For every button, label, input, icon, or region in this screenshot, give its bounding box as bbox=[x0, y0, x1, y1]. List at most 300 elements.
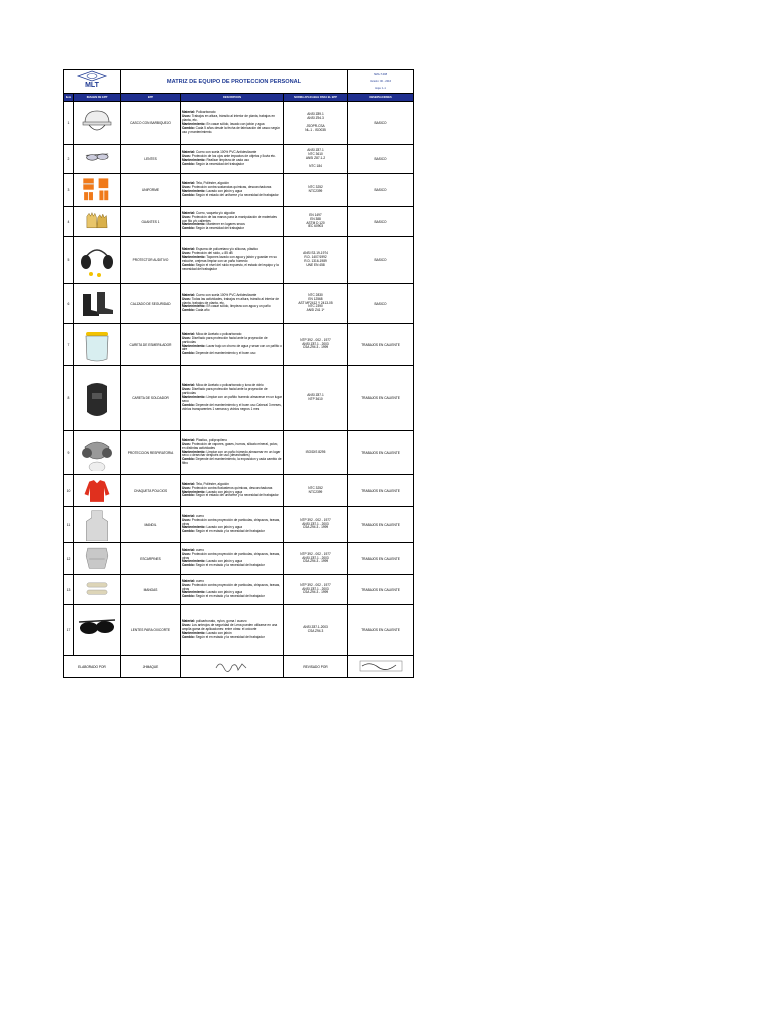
table-row bbox=[64, 543, 414, 575]
description-line-cambio bbox=[182, 595, 282, 599]
epp-description bbox=[181, 507, 284, 543]
description-text: Según el estado del uniforme y la necesidad del trabajador bbox=[195, 493, 279, 498]
item-number: 12 bbox=[64, 543, 74, 575]
signature-row bbox=[64, 656, 414, 678]
epp-description bbox=[181, 605, 284, 656]
epp-image bbox=[74, 475, 121, 507]
description-label: Usos: bbox=[182, 582, 191, 587]
epp-description bbox=[181, 543, 284, 575]
description-line-cambio bbox=[182, 127, 282, 135]
epp-norma bbox=[284, 543, 348, 575]
description-text: Protección contra sustancias químicas, desconchaduras bbox=[191, 185, 272, 190]
description-text: Mantener en lugares secos bbox=[206, 222, 245, 227]
description-text: cuero bbox=[196, 547, 204, 552]
epp-observation: BASICO bbox=[348, 237, 414, 284]
table-row bbox=[64, 174, 414, 207]
table-row bbox=[64, 366, 414, 431]
table-row bbox=[64, 575, 414, 605]
uniform-icon bbox=[77, 176, 117, 205]
description-text: Policarbonato bbox=[196, 110, 216, 115]
epp-image bbox=[74, 605, 121, 656]
document-page: Hoja: 1-1 bbox=[375, 87, 386, 90]
epp-observation: TRABAJOS EN CALIENTE bbox=[348, 507, 414, 543]
norma-line: R.D. 1407/1992 bbox=[304, 255, 327, 260]
col-item: Item bbox=[64, 94, 74, 102]
prepared-by-name: JHMAQUE bbox=[121, 656, 181, 678]
description-text: Según el nivel del ruido expuesto, el estado del equipo y la necesidad del trabajador bbox=[182, 262, 279, 271]
epp-name: UNIFORME bbox=[121, 174, 181, 207]
prepared-by-label: ELABORADO POR bbox=[64, 656, 121, 678]
description-text: Protección del ruido, ≥ 85 dB bbox=[191, 251, 233, 256]
description-label: Mantenimiento: bbox=[182, 489, 206, 494]
description-label: Usos: bbox=[182, 154, 191, 159]
description-label: Mantenimiento: bbox=[182, 449, 206, 454]
document-code: SMA-T-008 bbox=[373, 73, 388, 76]
description-text: Depende del mantenimiento y el buen uso Cabezal 3 meses, vidrios transparentes 1 semana y vidrios negros 1 mes bbox=[182, 402, 282, 411]
epp-observation: TRABAJOS EN CALIENTE bbox=[348, 543, 414, 575]
glasses-icon bbox=[77, 147, 117, 172]
epp-image bbox=[74, 575, 121, 605]
norma-line: AST MF2412 Y 2413-05 bbox=[298, 300, 333, 305]
norma-line: CSA Z94.3 - 1999 bbox=[302, 345, 329, 350]
description-label: Usos: bbox=[182, 623, 191, 628]
epp-name: MANGAS bbox=[121, 575, 181, 605]
handwritten-signature-icon bbox=[212, 658, 252, 674]
norma-line: NTP 392 - 002 - 1977 bbox=[300, 337, 331, 342]
description-text: Según la necesidad del trabajador bbox=[195, 226, 245, 231]
norma-line: NTP 392 - 002 - 1977 bbox=[300, 582, 331, 587]
description-text: Todas las actividades, trabajos en altura, tránsito al interior de planta, trabajos de planta, etc. bbox=[182, 296, 280, 305]
description-label: Mantenimiento: bbox=[182, 222, 206, 227]
item-number: 7 bbox=[64, 324, 74, 366]
document-version: Versión: 00 - 2016 bbox=[369, 80, 392, 83]
epp-observation: TRABAJOS EN CALIENTE bbox=[348, 324, 414, 366]
table-row bbox=[64, 431, 414, 475]
norma-line: R.D. 1316-1989 bbox=[304, 259, 327, 263]
description-text: Protección de los ojos ante impactos de objetos y lluvia etc. bbox=[191, 154, 276, 159]
epp-norma bbox=[284, 507, 348, 543]
description-label: Material: bbox=[182, 292, 196, 297]
mlt-logo-icon bbox=[70, 70, 114, 88]
description-line-cambio bbox=[182, 494, 282, 498]
description-label: Mantenimiento: bbox=[182, 630, 206, 635]
description-text: Mica de Acetato o policarbonato bbox=[196, 331, 242, 336]
norma-line: ANSI S3.19-1974 bbox=[303, 251, 328, 256]
description-text: Cuero, vaqueta y/o algodón bbox=[196, 210, 236, 215]
description-line-cambio bbox=[182, 458, 282, 466]
description-label: Usos: bbox=[182, 335, 191, 340]
description-text: Protección contra proyección de partículas, chispazos, brasas, otros bbox=[182, 551, 281, 560]
table-row bbox=[64, 605, 414, 656]
norma-line: NTC 184 bbox=[309, 163, 322, 168]
epp-norma bbox=[284, 605, 348, 656]
norma-line: UNE EN 458 bbox=[306, 262, 325, 267]
description-label: Usos: bbox=[182, 296, 191, 301]
description-label: Cambio: bbox=[182, 262, 195, 267]
description-text: Los anteojos de seguridad de Lena pueden utilizarse en una amplia gama de aplicaciones: entre otras: el oxicorte bbox=[182, 623, 278, 632]
description-label: Mantenimiento: bbox=[182, 122, 206, 126]
description-text: Trabajos en altura, tránsito al interior de planta, trabajos en planta, etc. bbox=[182, 114, 276, 123]
description-text: Según la necesidad del trabajador bbox=[195, 161, 245, 166]
description-label: Usos: bbox=[182, 551, 191, 556]
table-row bbox=[64, 324, 414, 366]
description-label: Material: bbox=[182, 619, 196, 624]
epp-name: CARETA DE SOLDADOR bbox=[121, 366, 181, 431]
helmet-icon bbox=[77, 105, 117, 141]
norma-line: ANSI Z94.3 bbox=[307, 116, 324, 121]
epp-description bbox=[181, 102, 284, 145]
norma-line: EN 1497 bbox=[309, 212, 322, 217]
description-line-cambio bbox=[182, 352, 282, 356]
description-label: Material: bbox=[182, 110, 196, 115]
epp-name: LENTES PARA OXICORTE bbox=[121, 605, 181, 656]
description-text: Espuma de poliuretano y/o silicona, plástico bbox=[196, 247, 259, 252]
description-text: policarbonato, nylon, goma / cuarzo bbox=[196, 619, 247, 624]
description-label: Mantenimiento: bbox=[182, 590, 206, 595]
description-label: Material: bbox=[182, 331, 196, 336]
epp-norma bbox=[284, 102, 348, 145]
description-text: Diseñado para protección facial ante la proyección de partículas bbox=[182, 335, 268, 344]
epp-name: GUANTES 1 bbox=[121, 207, 181, 237]
company-logo bbox=[64, 70, 121, 94]
item-number: 3 bbox=[64, 174, 74, 207]
norma-line: NTC2399 bbox=[308, 189, 323, 193]
col-epp: EPP bbox=[121, 94, 181, 102]
item-number: 17 bbox=[64, 605, 74, 656]
epp-description bbox=[181, 366, 284, 431]
table-row bbox=[64, 475, 414, 507]
epp-description bbox=[181, 174, 284, 207]
norma-line: ANSI Z87.1 bbox=[307, 148, 324, 153]
item-number: 9 bbox=[64, 431, 74, 475]
description-label: Cambio: bbox=[182, 594, 195, 599]
description-text: Plastico, polipropileno bbox=[196, 437, 228, 442]
epp-norma bbox=[284, 366, 348, 431]
description-text: Limpiar con un pañito humedo almacenar en un lugar seco bbox=[182, 395, 282, 403]
epp-image bbox=[74, 431, 121, 475]
norma-line: EN 388 bbox=[310, 216, 321, 221]
col-image: IMAGEN DE EPP bbox=[74, 94, 121, 102]
table-row bbox=[64, 237, 414, 284]
prepared-signature bbox=[181, 656, 284, 678]
description-label: Cambio: bbox=[182, 226, 195, 231]
epp-norma bbox=[284, 207, 348, 237]
description-text: Depende del mantenimiento, la exposicion y cada cambio de filtro bbox=[182, 457, 282, 466]
epp-image bbox=[74, 174, 121, 207]
norma-line: ANSI Z87.1-2 bbox=[305, 156, 326, 161]
epp-norma bbox=[284, 475, 348, 507]
epp-name: CALZADO DE SEGURIDAD bbox=[121, 284, 181, 324]
epp-description bbox=[181, 575, 284, 605]
col-description: DESCRIPCION bbox=[181, 94, 284, 102]
table-row bbox=[64, 284, 414, 324]
table-row bbox=[64, 145, 414, 174]
description-text: Realizar limpieza de cada uso bbox=[206, 158, 249, 162]
norma-line: ANSI Z87.1 - 2003 bbox=[302, 586, 329, 591]
description-text: Cada año bbox=[195, 308, 210, 313]
norma-line: IEC 60903 bbox=[307, 224, 324, 229]
description-label: Material: bbox=[182, 578, 196, 583]
jacket-icon bbox=[77, 477, 117, 505]
description-text: Lavado con jabón y agua bbox=[206, 189, 243, 193]
description-text: Tapones lavado con agua y jabón y guardar en su estuche, orejeras limpiar con un paño húmedo bbox=[182, 255, 277, 263]
epp-name: PROTECCION RESPIRATORIA bbox=[121, 431, 181, 475]
reviewed-stamp bbox=[348, 656, 414, 678]
description-line-cambio bbox=[182, 163, 282, 167]
norma-line: ANSI Z87.1 - 2003 bbox=[302, 521, 329, 526]
epp-image bbox=[74, 207, 121, 237]
epp-name: CARETA DE ESMERILADOR bbox=[121, 324, 181, 366]
epp-name: PROTECTOR AUDITIVO bbox=[121, 237, 181, 284]
description-text: Protección contra proyección de partículas, chispazos, brasas, otros bbox=[182, 517, 281, 526]
description-label: Usos: bbox=[182, 185, 191, 190]
description-text: Cuero con suela 100% PVC Antideslizante bbox=[196, 150, 257, 155]
description-label: Mantenimiento: bbox=[182, 255, 206, 260]
description-text: Limpiar con un paño húmedo almacenar en un lugar seco o desechar después de uso (desechables) bbox=[182, 449, 281, 458]
norma-line: ANSI Z87.1 bbox=[307, 393, 324, 398]
item-number: 6 bbox=[64, 284, 74, 324]
item-number: 1 bbox=[64, 102, 74, 145]
description-text: cuero bbox=[196, 513, 204, 518]
description-line-cambio bbox=[182, 530, 282, 534]
ppe-matrix-table bbox=[63, 69, 414, 678]
description-label: Cambio: bbox=[182, 351, 195, 356]
earmuff-icon bbox=[77, 242, 117, 278]
epp-norma bbox=[284, 324, 348, 366]
description-label: Cambio: bbox=[182, 402, 195, 407]
description-text: En casar sólido, limpieza con agua y un paño bbox=[206, 304, 271, 309]
logo-text: MLT bbox=[85, 82, 99, 88]
description-label: Cambio: bbox=[182, 634, 195, 639]
epp-image bbox=[74, 145, 121, 174]
epp-observation: TRABAJOS EN CALIENTE bbox=[348, 431, 414, 475]
norma-line: EN 12568 bbox=[308, 296, 323, 301]
description-line-cambio bbox=[182, 404, 282, 412]
description-label: Material: bbox=[182, 383, 196, 388]
description-text: cuero bbox=[196, 578, 204, 583]
description-label: Material: bbox=[182, 513, 196, 518]
table-row bbox=[64, 507, 414, 543]
description-text: Tela, Poliéster, algodón bbox=[195, 481, 229, 486]
description-text: Según el estado del uniforme y la necesidad del trabajador bbox=[195, 192, 279, 197]
page-title: MATRIZ DE EQUIPO DE PROTECCION PERSONAL bbox=[121, 70, 348, 94]
epp-norma bbox=[284, 284, 348, 324]
description-label: Material: bbox=[182, 247, 196, 252]
description-label: Cambio: bbox=[182, 192, 195, 197]
description-text: Mica de Acetato o policarbonato y luna de vidrio bbox=[196, 383, 264, 388]
description-label: Material: bbox=[182, 437, 196, 442]
item-number: 11 bbox=[64, 507, 74, 543]
epp-norma bbox=[284, 237, 348, 284]
description-label: Mantenimiento: bbox=[182, 189, 206, 193]
boots-icon bbox=[77, 286, 117, 322]
epp-image bbox=[74, 102, 121, 145]
description-line-cambio bbox=[182, 636, 282, 640]
description-text: Lavado con jabón bbox=[206, 630, 232, 635]
reviewed-by-label: REVISADO POR bbox=[284, 656, 348, 678]
description-text: Según el en estado y la necesidad del trabajador bbox=[195, 594, 265, 599]
stamp-icon bbox=[356, 658, 406, 674]
description-text: Protección contra fluxiasteros químicas, desconchaduras bbox=[191, 485, 273, 490]
description-text: Depende del mantenimiento y el buen uso bbox=[195, 351, 256, 356]
epp-description bbox=[181, 237, 284, 284]
description-line-cambio bbox=[182, 264, 282, 272]
norma-line: ANSI Z87.1 - 2003 bbox=[302, 341, 329, 346]
epp-description bbox=[181, 431, 284, 475]
epp-norma bbox=[284, 431, 348, 475]
description-label: Material: bbox=[182, 547, 196, 552]
epp-observation: BASICO bbox=[348, 284, 414, 324]
epp-observation: TRABAJOS EN CALIENTE bbox=[348, 575, 414, 605]
document-meta bbox=[348, 70, 414, 94]
gloves-icon bbox=[77, 209, 117, 235]
epp-image bbox=[74, 543, 121, 575]
description-label: Material: bbox=[182, 481, 196, 486]
epp-observation: TRABAJOS EN CALIENTE bbox=[348, 366, 414, 431]
item-number: 2 bbox=[64, 145, 74, 174]
description-label: Usos: bbox=[182, 387, 191, 392]
description-label: Mantenimiento: bbox=[182, 343, 206, 348]
norma-line: ASTM D 120 bbox=[306, 220, 325, 225]
epp-norma bbox=[284, 145, 348, 174]
description-label: Mantenimiento: bbox=[182, 304, 206, 309]
epp-name: CHAQUETA POLICIOS bbox=[121, 475, 181, 507]
epp-image bbox=[74, 324, 121, 366]
sleeves-icon bbox=[77, 577, 117, 603]
norma-line: NTC 3252 bbox=[308, 185, 323, 190]
item-number: 5 bbox=[64, 237, 74, 284]
faceshield-icon bbox=[77, 327, 117, 363]
norma-line: CSA Z94.3 - 1999 bbox=[302, 525, 329, 530]
description-text: Lavado con jabón y agua bbox=[206, 590, 243, 595]
epp-description bbox=[181, 145, 284, 174]
description-text: Cada 5 años desde la fecha de fabricación del casco según uso y mantenimiento. bbox=[182, 125, 280, 134]
norma-line: NTP 3610 bbox=[308, 397, 323, 401]
epp-name: CASCO CON BARBIQUEJO bbox=[121, 102, 181, 145]
welding-mask-icon bbox=[77, 380, 117, 416]
description-label: Cambio: bbox=[182, 493, 195, 498]
description-text: Lavar bajo un chorro de agua y secar con un pañito o aire bbox=[182, 343, 282, 352]
apron-icon bbox=[77, 509, 117, 541]
description-label: Mantenimiento: bbox=[182, 158, 206, 162]
epp-description bbox=[181, 324, 284, 366]
description-label: Cambio: bbox=[182, 457, 195, 462]
epp-norma bbox=[284, 575, 348, 605]
description-label: Material: bbox=[182, 181, 196, 186]
description-label: Cambio: bbox=[182, 563, 195, 568]
norma-line: NTC2399 bbox=[308, 489, 323, 494]
item-number: 13 bbox=[64, 575, 74, 605]
description-text: Protección contra proyección de partículas, chispazos, brasas, otros bbox=[182, 582, 281, 591]
epp-description bbox=[181, 284, 284, 324]
description-text: En casar sólido, lavado con jabón y agua bbox=[206, 122, 265, 126]
epp-observation: BASICO bbox=[348, 207, 414, 237]
norma-line: NTC 2830 bbox=[308, 292, 323, 297]
epp-name: LENTES bbox=[121, 145, 181, 174]
norma-line: ANSI Z89.1 bbox=[307, 112, 324, 117]
norma-line: CSA Z94.3 - 1999 bbox=[302, 559, 329, 564]
norma-line: NTC 3252 bbox=[308, 485, 323, 490]
description-label: Mantenimiento: bbox=[182, 525, 206, 530]
norma-line: ISO/DIS 8295 bbox=[305, 449, 326, 454]
description-line-cambio bbox=[182, 227, 282, 231]
description-text: Protección de vapores, gases, humos, silicato mineral, polvo, en distintas actividades bbox=[182, 441, 279, 450]
epp-observation: TRABAJOS EN CALIENTE bbox=[348, 475, 414, 507]
description-line-cambio bbox=[182, 564, 282, 568]
description-label: Material: bbox=[182, 150, 196, 155]
description-text: Lavado con jabón y agua bbox=[206, 489, 243, 494]
epp-observation: BASICO bbox=[348, 145, 414, 174]
norma-line: NL-1 - ISO035 bbox=[305, 127, 326, 132]
table-row bbox=[64, 207, 414, 237]
norma-line: ANSI Z87.1 - 2003 bbox=[302, 555, 329, 560]
description-text: Protección de las manos para la manipulación de materiales con filo y/o calientes bbox=[182, 214, 277, 223]
epp-description bbox=[181, 475, 284, 507]
description-label: Usos: bbox=[182, 517, 191, 522]
column-header-row bbox=[64, 94, 414, 102]
norma-line: ANSI Z41 1* bbox=[306, 308, 325, 313]
norma-line: NTP 392 - 002 - 1977 bbox=[300, 551, 331, 556]
description-text: Diseñado para protección facial ante la proyección de partículas bbox=[182, 387, 268, 396]
col-observations: OBSERVACIONES bbox=[348, 94, 414, 102]
description-label: Usos: bbox=[182, 485, 191, 490]
epp-observation: BASICO bbox=[348, 174, 414, 207]
epp-image bbox=[74, 284, 121, 324]
description-label: Cambio: bbox=[182, 161, 195, 166]
norma-line: NTP 392 - 002 - 1977 bbox=[300, 517, 331, 522]
item-number: 4 bbox=[64, 207, 74, 237]
description-text: Lavado con jabón y agua bbox=[206, 525, 243, 530]
item-number: 8 bbox=[64, 366, 74, 431]
description-label: Usos: bbox=[182, 251, 191, 256]
description-line-cambio bbox=[182, 309, 282, 313]
description-text: Lavado con jabón y agua bbox=[206, 559, 243, 564]
epp-image bbox=[74, 237, 121, 284]
description-line-cambio bbox=[182, 194, 282, 198]
description-label: Cambio: bbox=[182, 125, 195, 130]
description-text: Según el en estado y la necesidad del trabajador bbox=[195, 529, 265, 534]
shoulder-guard-icon bbox=[77, 545, 117, 573]
description-text: Tela, Poliéster, algodón bbox=[195, 181, 229, 186]
norma-line: NTC 2390 bbox=[308, 304, 323, 309]
description-label: Mantenimiento: bbox=[182, 559, 206, 564]
epp-norma bbox=[284, 174, 348, 207]
epp-description bbox=[181, 207, 284, 237]
epp-name: MANDIL bbox=[121, 507, 181, 543]
norma-line: NTC 3610 bbox=[308, 152, 323, 157]
epp-observation: TRABAJOS EN CALIENTE bbox=[348, 605, 414, 656]
description-label: Material: bbox=[182, 210, 196, 215]
norma-line: JSOPR-CSA bbox=[306, 123, 325, 128]
item-number: 10 bbox=[64, 475, 74, 507]
epp-image bbox=[74, 507, 121, 543]
respirator-icon bbox=[77, 435, 117, 471]
description-label: Usos: bbox=[182, 214, 191, 219]
cutting-goggles-icon bbox=[77, 612, 117, 648]
norma-line: CSA Z94.3 bbox=[307, 629, 324, 633]
description-label: Cambio: bbox=[182, 529, 195, 534]
description-label: Cambio: bbox=[182, 308, 195, 313]
description-label: Usos: bbox=[182, 441, 191, 446]
description-text: Cuero con suela 100% PVC Antideslizante bbox=[196, 292, 257, 297]
table-row bbox=[64, 102, 414, 145]
description-label: Usos: bbox=[182, 114, 191, 119]
norma-line: CSA Z94.3 - 1999 bbox=[302, 590, 329, 595]
epp-observation: BASICO bbox=[348, 102, 414, 145]
description-text: Según el en estado y la necesidad del trabajador bbox=[195, 634, 265, 639]
description-label: Mantenimiento: bbox=[182, 395, 206, 400]
epp-name: ESCARPINES bbox=[121, 543, 181, 575]
